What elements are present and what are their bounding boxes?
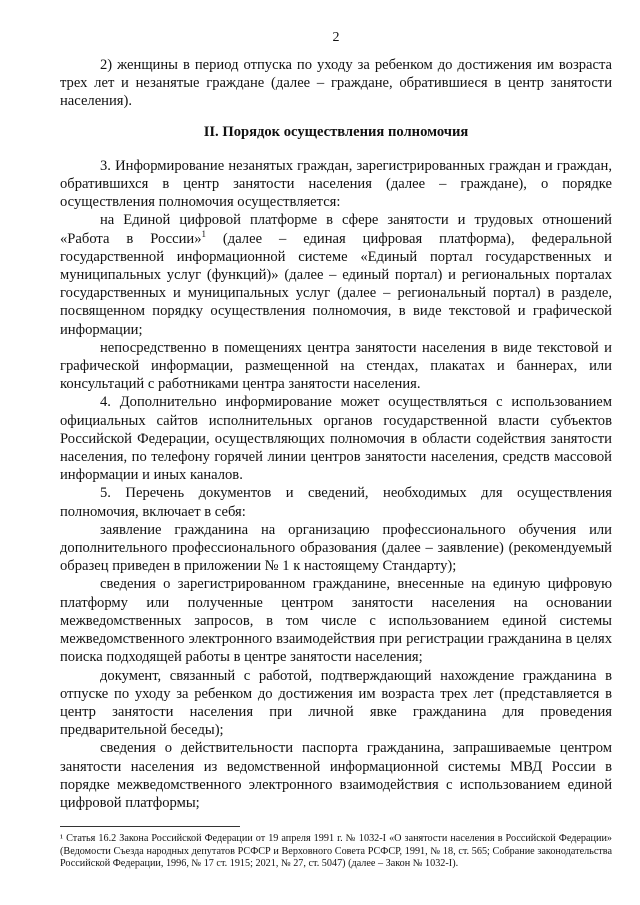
footnote-divider [60, 826, 240, 827]
paragraph-informing: 3. Информирование незанятых граждан, зарегистрированных граждан и граждан, обратившихся в центр занятости населения (далее – граждане), о порядке осуществления полномочия осуществляется: [60, 157, 612, 211]
paragraph-passport-info: сведения о действительности паспорта гражданина, запрашиваемые центром занятости населения из ведомственной информационной системы МВД России в порядке межведомственного электронного взаимодействия с использованием единой цифровой платформы; [60, 740, 612, 811]
paragraph-documents-list: 5. Перечень документов и сведений, необходимых для осуществления полномочия, включает в себя: [60, 485, 612, 520]
paragraph-premises: непосредственно в помещениях центра занятости населения в виде текстовой и графической информации, размещенной на стендах, плакатах и баннерах, или консультаций с работниками центра занятости населения. [60, 339, 612, 393]
paragraph-women-leave: 2) женщины в период отпуска по уходу за ребенком до достижения им возраста трех лет и незанятые граждане (далее – граждане, обратившиеся в центр занятости населения). [60, 57, 612, 110]
paragraph-work-document: документ, связанный с работой, подтверждающий нахождение гражданина в отпуске по уходу за ребенком до достижения им возраста трех лет (представляется в центр занятости населения при личной явке гражданина для проведения предварительной беседы); [60, 667, 612, 739]
digital-platform-text-b: (далее – единая цифровая платформа), федеральной государственной информационной системе «Единый портал государственных и муниципальных услуг (функций)» (далее – единый портал) и региональных порталах государственных и муниципальных услуг (далее – региональный портал) в разделе, посвященном порядку осуществления полномочия, в виде текстовой и графической информации; [60, 230, 612, 338]
footnote: ¹ Статья 16.2 Закона Российской Федерации от 19 апреля 1991 г. № 1032-I «О занятости населения в Российской Федерации» (Ведомости Съезда народных депутатов РСФСР и Верховного Совета РСФСР, 1991, № 18, ст. 565; Собрание законодательства Российской Федерации, 1996, № 17 ст. 1915; 2021, № 27, ст. 5047) (далее – Закон № 1032-I). [60, 833, 612, 870]
paragraph-additional-informing: 4. Дополнительно информирование может осуществляться с использованием официальных сайтов исполнительных органов государственной власти субъектов Российской Федерации, осуществляющих полномочия в области содействия занятости населения, по телефону горячей линии центров занятости населения, средств массовой информации и иных каналов. [60, 394, 612, 484]
digital-platform-text-a: на Единой цифровой платформе в сфере занятости и трудовых отношений «Работа в России» [60, 212, 612, 247]
paragraph-registered-info: сведения о зарегистрированном гражданине, внесенные на единую цифровую платформу или полученные центром занятости населения на основании межведомственных запросов, в том числе с использованием единой системы межведомственного электронного взаимодействия при регистрации гражданина в целях поиска подходящей работы в центре занятости населения; [60, 576, 612, 666]
section-heading: II. Порядок осуществления полномочия [203, 123, 469, 140]
page-number: 2 [332, 30, 340, 45]
footnote-ref: 1 [201, 228, 206, 239]
paragraph-digital-platform [60, 211, 612, 338]
paragraph-application: заявление гражданина на организацию профессионального обучения или дополнительного профессионального образования (далее – заявление) (рекомендуемый образец приведен в приложении № 1 к настоящему Стандарту); [60, 521, 612, 575]
